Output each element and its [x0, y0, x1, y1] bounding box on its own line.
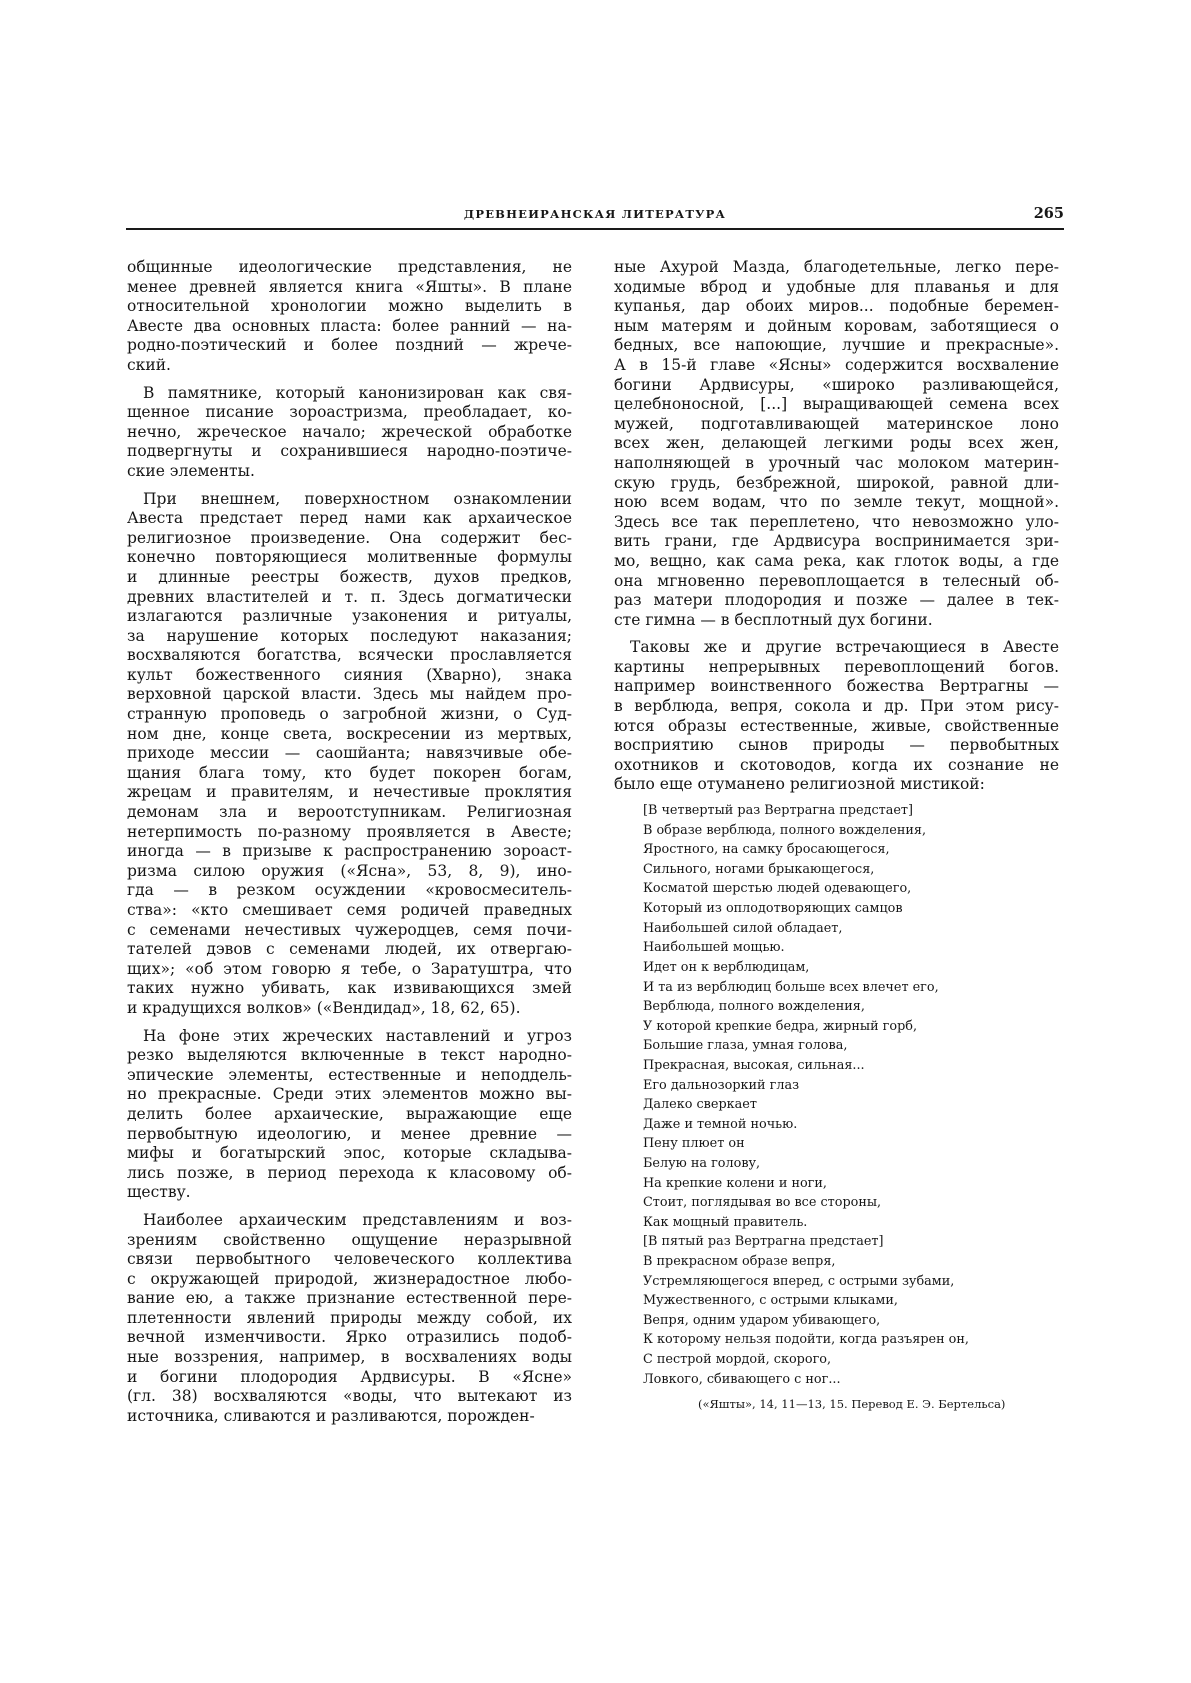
text-line: таких нужно убивать, как извивающихся змей	[127, 979, 572, 998]
running-title: ДРЕВНЕИРАНСКАЯ ЛИТЕРАТУРА	[463, 207, 727, 221]
text-line: резко выделяются включенные в текст народно-	[127, 1046, 572, 1065]
paragraph-gap	[127, 376, 572, 384]
text-line: и крадущихся волков» («Вендидад», 18, 62, 65).	[127, 998, 521, 1017]
verse-line: Косматой шерстью людей одевающего,	[643, 881, 912, 897]
text-line: мо, вещно, как сама река, как глоток воды, а где	[614, 551, 1059, 570]
verse-line: У которой крепкие бедра, жирный горб,	[643, 1018, 918, 1034]
text-line: ризма силою оружия («Ясна», 53, 8, 9), ино-	[127, 861, 572, 880]
text-line: иногда — в призыве к распространению зороаст-	[127, 842, 572, 861]
text-line: вить грани, где Ардвисура воспринимается зри-	[614, 532, 1059, 551]
verse-line: Наибольшей мощью.	[643, 940, 785, 956]
text-line: жрецам и правителям, и нечестивые проклятия	[127, 783, 572, 802]
text-line: относительной хронологии можно выделить в	[127, 297, 572, 316]
text-line: сте гимна — в бесплотный дух богини.	[614, 610, 933, 629]
paragraph	[614, 638, 1059, 795]
text-line: А в 15-й главе «Ясны» содержится восхваление	[614, 355, 1059, 374]
text-line: вание ею, а также признание естественной пере-	[127, 1289, 572, 1308]
text-line: излагаются различные узаконения и ритуалы,	[127, 607, 572, 626]
text-line: Таковы же и другие встречающиеся в Авесте	[630, 638, 1059, 657]
text-line: приходе мессии — саошйанта; навязчивые обе-	[127, 744, 572, 763]
verse-line: Стоит, поглядывая во все стороны,	[643, 1195, 882, 1211]
text-line: родно-поэтический и более поздний — жрече-	[127, 336, 572, 355]
paragraph-gap	[127, 1203, 572, 1211]
paragraph	[127, 1027, 572, 1203]
text-line: Наиболее архаическим представлениям и воз-	[143, 1210, 572, 1229]
text-line: щих»; «об этом говорю я тебе, о Заратуштра, что	[127, 959, 572, 978]
text-line: щания блага тому, кто будет покорен богам,	[127, 763, 572, 782]
text-line: ются образы естественные, живые, свойственные	[614, 716, 1059, 735]
text-line: всех жен, делающей легкими роды всех жен,	[614, 434, 1059, 453]
verse-line: И та из верблюдиц больше всех влечет его,	[643, 979, 939, 995]
text-line: источника, сливаются и разливаются, порожден-	[127, 1406, 535, 1425]
text-line: ществу.	[127, 1183, 191, 1202]
verse-line: Ловкого, сбивающего с ног...	[643, 1371, 841, 1387]
verse-line: [В четвертый раз Вертрагна предстает]	[643, 803, 913, 819]
paragraph	[127, 490, 572, 1019]
text-line: ства»: «кто смешивает семя родичей праведных	[127, 901, 572, 919]
text-line: первобытную идеологию, и менее древние —	[127, 1124, 572, 1143]
text-line: делить более архаические, выражающие еще	[127, 1104, 572, 1123]
text-line: вечной изменчивости. Ярко отразились подоб-	[127, 1328, 572, 1347]
paragraph	[127, 1211, 572, 1427]
text-line: например воинственного божества Вертрагны —	[614, 677, 1059, 696]
text-line: и длинные реестры божеств, духов предков,	[127, 567, 572, 586]
paragraph-gap	[614, 630, 1059, 638]
text-line: целебноносной, [...] выращивающей семена всех	[614, 395, 1059, 414]
text-line: тателей дэвов с семенами людей, их отвергаю-	[127, 940, 572, 959]
text-line: ные Ахурой Мазда, благодетельные, легко пере-	[614, 258, 1059, 276]
verse-line: Мужественного, с острыми клыками,	[643, 1293, 898, 1309]
text-line: Здесь все так переплетено, что невозможно уло-	[614, 512, 1059, 531]
verse-line: Вепря, одним ударом убивающего,	[643, 1312, 881, 1328]
text-line: ные воззрения, например, в восхвалениях воды	[127, 1348, 572, 1367]
text-line: раз матери плодородия и позже — далее в тек-	[614, 591, 1059, 610]
text-line: Авесте два основных пласта: более ранний — на-	[127, 316, 572, 335]
text-line: культ божественного сияния (Хварно), знака	[127, 665, 572, 684]
verse-line: Белую на голову,	[643, 1156, 761, 1171]
paragraph	[614, 258, 1059, 630]
page-number: 265	[1033, 205, 1064, 222]
text-line: Авеста предстает перед нами как архаическое	[127, 509, 572, 528]
text-line: ские элементы.	[127, 461, 255, 480]
text-line: скую грудь, безбрежной, широкой, равной дли-	[614, 473, 1059, 492]
text-line: зрениям свойственно ощущение неразрывной	[127, 1230, 572, 1249]
text-line: восхваляются богатства, всячески прославляется	[127, 646, 572, 665]
verse-line: [В пятый раз Вертрагна предстает]	[643, 1234, 884, 1250]
text-line: ным матерям и дойным коровам, заботящиеся о	[614, 316, 1059, 335]
running-header	[126, 205, 1064, 227]
text-line: религиозное произведение. Она содержит бес-	[127, 528, 572, 547]
text-line: и богини плодородия Ардвисуры. В «Ясне»	[127, 1367, 572, 1386]
text-line: конечно повторяющиеся молитвенные формулы	[127, 548, 572, 567]
right-column	[614, 258, 1059, 1413]
text-line: картины непрерывных перевоплощений богов.	[614, 657, 1059, 676]
text-line: купанья, дар обоих миров... подобные беремен-	[614, 297, 1059, 316]
verse-line: В прекрасном образе вепря,	[643, 1254, 836, 1270]
text-line: было еще отуманено религиозной мистикой:	[614, 775, 985, 794]
text-line: восприятию сынов природы — первобытных	[614, 736, 1059, 755]
left-column	[127, 258, 572, 1426]
text-line: подвергнуты и сохранившиеся народно-поэтиче-	[127, 442, 572, 461]
verse-line: Большие глаза, умная голова,	[643, 1038, 848, 1054]
verse-line: Как мощный правитель.	[643, 1214, 808, 1230]
verse-line: Прекрасная, высокая, сильная...	[643, 1057, 865, 1073]
text-line: мифы и богатырский эпос, которые складыва-	[127, 1144, 572, 1163]
text-line: эпические элементы, естественные и неподдель-	[127, 1065, 572, 1084]
text-line: При внешнем, поверхностном ознакомлении	[143, 489, 572, 508]
text-line: бедных, все напоющие, лучшие и прекрасные».	[614, 336, 1059, 355]
verse-line: Наибольшей силой обладает,	[643, 920, 843, 936]
text-line: наполняющей в урочный час молоком материн-	[614, 453, 1059, 472]
text-line: она мгновенно перевоплощается в телесный об-	[614, 571, 1059, 590]
text-line: за нарушение которых последуют наказания;	[127, 626, 572, 645]
text-line: плетенности явлений природы между собой, их	[127, 1308, 572, 1327]
text-line: менее древней является книга «Яшты». В плане	[127, 277, 572, 296]
text-line: с семенами нечестивых чужеродцев, семя почи-	[127, 920, 572, 939]
text-line: мужей, подготавливающей материнское лоно	[614, 414, 1059, 433]
verse-line: Верблюда, полного вожделения,	[643, 999, 865, 1015]
paragraph	[127, 258, 572, 376]
verse-line: Яростного, на самку бросающегося,	[643, 842, 890, 858]
text-line: богини Ардвисуры, «широко разливающейся,	[614, 375, 1059, 394]
text-line: с окружающей природой, жизнерадостное любо-	[127, 1269, 572, 1288]
text-line: общинные идеологические представления, не	[127, 258, 572, 276]
verse-line: Пену плюет он	[643, 1136, 745, 1152]
text-line: верховной царской власти. Здесь мы найдем про-	[127, 685, 572, 704]
text-line: охотников и скотоводов, когда их сознание не	[614, 755, 1059, 774]
verse-line: С пестрой мордой, скорого,	[643, 1352, 832, 1368]
verse-line: Далеко сверкает	[643, 1097, 757, 1113]
verse-line: В образе верблюда, полного вожделения,	[643, 822, 927, 838]
verse-line: Устремляющегося вперед, с острыми зубами,	[643, 1273, 955, 1289]
text-line: древних властителей и т. п. Здесь догматически	[127, 587, 572, 606]
verse-line: На крепкие колени и ноги,	[643, 1175, 827, 1191]
paragraph	[127, 384, 572, 482]
verse-quotation	[614, 801, 1059, 1389]
verse-line: Идет он к верблюдицам,	[643, 959, 810, 975]
text-line: странную проповедь о загробной жизни, о Суд-	[127, 705, 572, 724]
text-line: На фоне этих жреческих наставлений и угроз	[143, 1026, 572, 1045]
text-line: гда — в резком осуждении «кровосмеситель-	[127, 881, 572, 900]
text-line: связи первобытного человеческого коллектива	[127, 1250, 572, 1269]
text-line: щенное писание зороастризма, преобладает, ко-	[127, 403, 572, 422]
text-line: ною всем водам, что по земле текут, мощной».	[614, 493, 1059, 512]
paragraph-gap	[127, 482, 572, 490]
text-line: ном дне, конце света, воскресении из мертвых,	[127, 724, 572, 743]
verse-citation: («Яшты», 14, 11—13, 15. Перевод Е. Э. Бертельса)	[698, 1397, 1006, 1412]
text-line: (гл. 38) восхваляются «воды, что вытекают из	[127, 1387, 572, 1406]
text-line: нечно, жреческое начало; жреческой обработке	[127, 422, 572, 441]
verse-line: К которому нельзя подойти, когда разъярен он,	[643, 1332, 969, 1348]
header-rule	[126, 228, 1064, 230]
text-line: лись позже, в период перехода к класовому об-	[127, 1163, 572, 1182]
verse-line: Сильного, ногами брыкающегося,	[643, 861, 875, 877]
text-line: ходимые вброд и удобные для плаванья и для	[614, 277, 1059, 296]
verse-line: Даже и темной ночью.	[643, 1116, 798, 1132]
text-line: В памятнике, который канонизирован как свя-	[143, 383, 572, 402]
verse-line: Который из оплодотворяющих самцов	[643, 901, 903, 917]
text-line: в верблюда, вепря, сокола и др. При этом рису-	[614, 697, 1059, 716]
paragraph-gap	[127, 1019, 572, 1027]
text-line: ский.	[127, 355, 171, 374]
right-column-prose	[614, 258, 1059, 795]
text-line: нетерпимость по-разному проявляется в Авесте;	[127, 822, 572, 841]
text-line: демонам зла и вероотступникам. Религиозная	[127, 803, 572, 822]
verse-line: Его дальнозоркий глаз	[643, 1077, 800, 1093]
text-line: но прекрасные. Среди этих элементов можно вы-	[127, 1085, 572, 1104]
